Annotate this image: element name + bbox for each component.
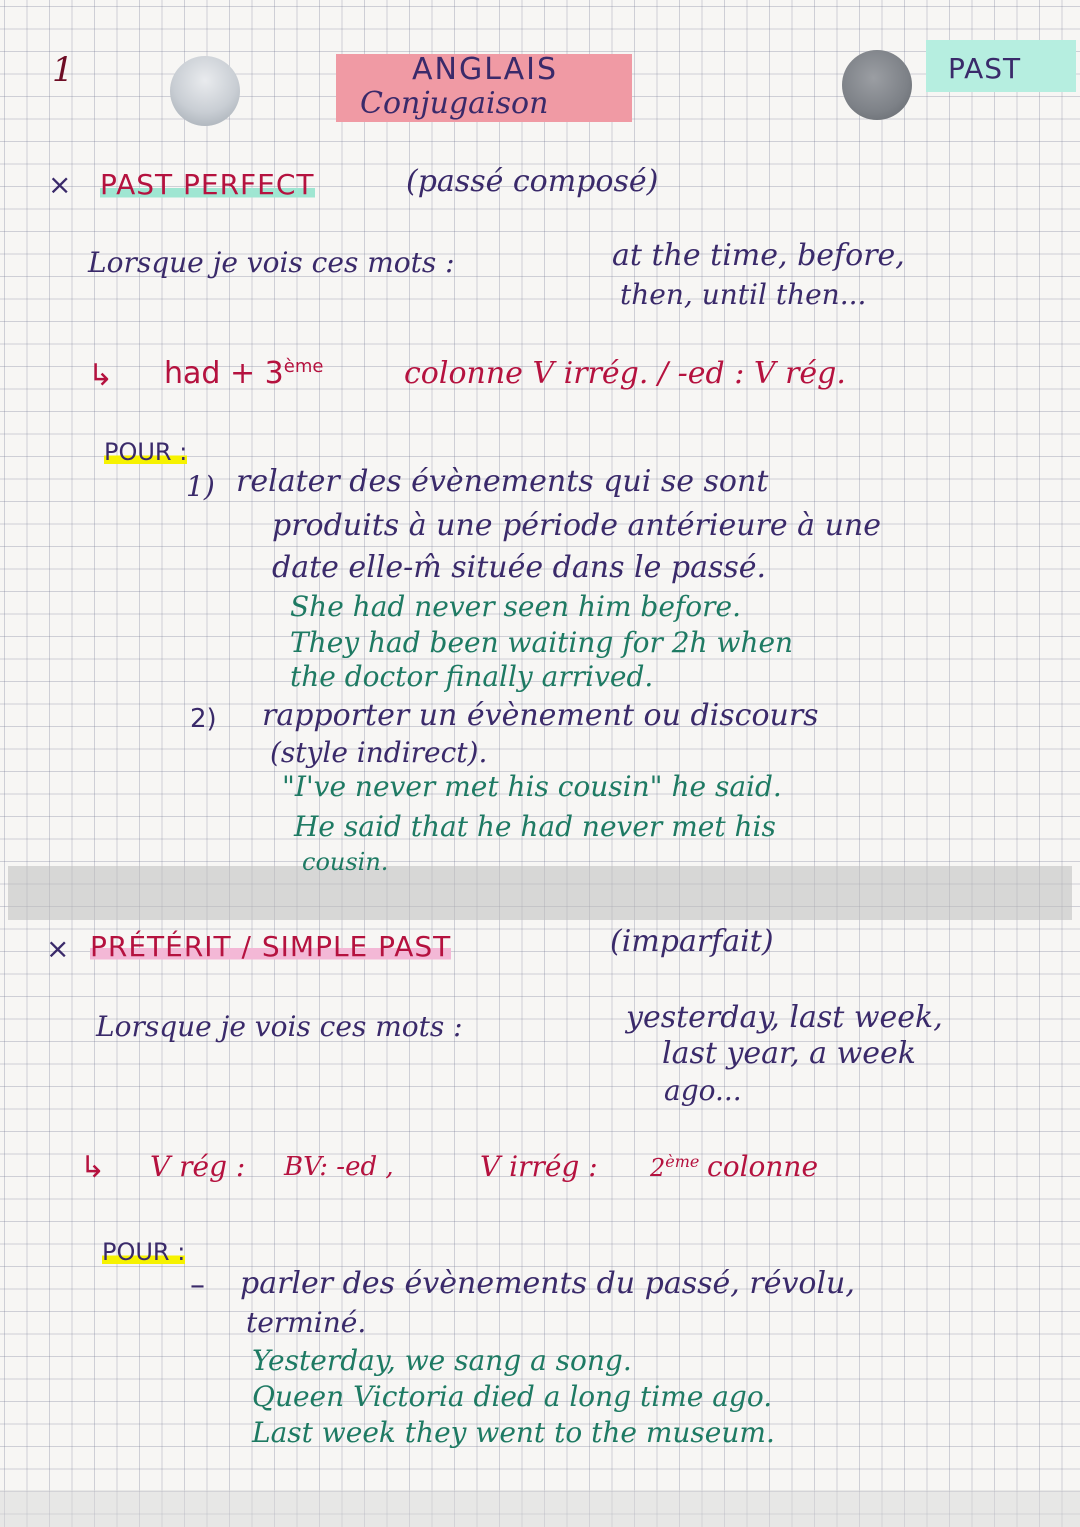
- section1-formula-b: colonne V irrég. / -ed : V rég.: [404, 356, 846, 391]
- section-divider-band: [8, 866, 1072, 920]
- section1-formula-a: had + 3ème: [164, 356, 324, 391]
- section1-point1-line: relater des évènements qui se sont: [236, 464, 769, 499]
- section2-bullet: ×: [46, 932, 70, 965]
- section1-point1-line: date elle-m̂ située dans le passé.: [272, 550, 767, 585]
- section2-formula-d: 2ème colonne: [650, 1150, 819, 1183]
- section2-keywords-line2: last year, a week: [662, 1036, 916, 1071]
- section1-heading: PAST PERFECT: [100, 168, 315, 201]
- section2-formula-c: V irrég :: [480, 1150, 598, 1183]
- section1-bullet: ×: [48, 168, 72, 201]
- section1-point2-line: (style indirect).: [270, 736, 488, 769]
- section2-example: Yesterday, we sang a song.: [252, 1344, 632, 1377]
- section1-example: She had never seen him before.: [290, 590, 741, 623]
- section2-keywords-line3: ago...: [664, 1074, 742, 1107]
- page-subtitle: Conjugaison: [360, 86, 549, 121]
- section2-formula-a: V rég :: [150, 1150, 246, 1183]
- section2-intro-label: Lorsque je vois ces mots :: [96, 1010, 463, 1043]
- section1-example: They had been waiting for 2h when: [290, 626, 794, 659]
- section2-point-line: terminé.: [246, 1306, 367, 1339]
- section1-pour-label: POUR :: [104, 438, 188, 466]
- section2-keywords-line1: yesterday, last week,: [626, 1000, 943, 1035]
- section1-example: "I've never met his cousin" he said.: [282, 770, 782, 803]
- section1-point2-number: 2): [190, 704, 217, 734]
- section1-example: the doctor finally arrived.: [290, 660, 654, 693]
- section1-keywords-line2: then, until then...: [620, 278, 867, 311]
- section1-keywords-line1: at the time, before,: [612, 238, 905, 273]
- section1-example: He said that he had never met his: [294, 810, 776, 843]
- section2-dash: –: [190, 1268, 205, 1303]
- section2-formula-b: BV: -ed ,: [284, 1152, 394, 1182]
- section2-example: Queen Victoria died a long time ago.: [252, 1380, 773, 1413]
- section1-intro-label: Lorsque je vois ces mots :: [88, 246, 455, 279]
- arrow-icon: ↳: [88, 358, 114, 393]
- section2-pour-label: POUR :: [102, 1238, 186, 1266]
- section1-example: cousin.: [302, 848, 389, 876]
- binder-hole-left: [170, 56, 240, 126]
- section1-point1-line: produits à une période antérieure à une: [272, 508, 881, 543]
- section1-point2-line: rapporter un évènement ou discours: [262, 698, 819, 733]
- past-tag: PAST: [948, 52, 1022, 85]
- bottom-band: [0, 1490, 1080, 1527]
- section2-heading-note: (imparfait): [610, 924, 774, 959]
- page-title: ANGLAIS: [412, 52, 559, 87]
- section1-point1-number: 1): [186, 470, 215, 503]
- arrow-icon: ↳: [80, 1150, 106, 1185]
- section2-point-line: parler des évènements du passé, révolu,: [240, 1266, 855, 1301]
- section2-example: Last week they went to the museum.: [252, 1416, 775, 1449]
- page-number: 1: [52, 50, 74, 90]
- section1-heading-note: (passé composé): [406, 164, 659, 199]
- binder-hole-right: [842, 50, 912, 120]
- section2-heading: PRÉTÉRIT / SIMPLE PAST: [90, 930, 452, 963]
